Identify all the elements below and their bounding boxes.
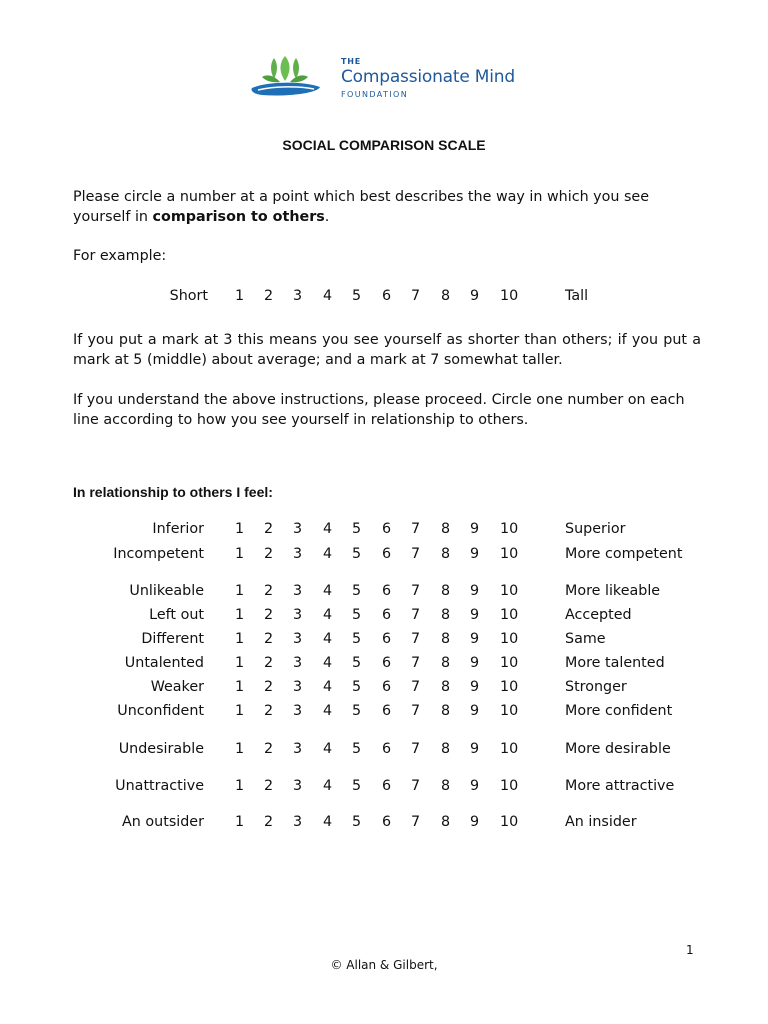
scale-number-option[interactable]: 8 (441, 778, 451, 794)
scale-number-option[interactable]: 6 (382, 703, 392, 719)
page-number: 1 (686, 943, 694, 957)
scale-right-label: More likeable (565, 583, 661, 599)
scale-number-option[interactable]: 3 (293, 631, 303, 647)
scale-number: 7 (411, 288, 421, 304)
scale-number-option[interactable]: 7 (411, 521, 421, 537)
scale-left-label: An outsider (122, 814, 204, 830)
scale-number-option[interactable]: 1 (235, 521, 245, 537)
scale-number-option[interactable]: 8 (441, 703, 451, 719)
section-heading: In relationship to others I feel: (73, 484, 273, 500)
scale-number-option[interactable]: 7 (411, 655, 421, 671)
scale-number-option[interactable]: 7 (411, 703, 421, 719)
scale-number-option[interactable]: 9 (470, 814, 480, 830)
logo-foundation: FOUNDATION (341, 90, 409, 99)
scale-number-option[interactable]: 3 (293, 778, 303, 794)
scale-number-option[interactable]: 8 (441, 631, 451, 647)
scale-number-option[interactable]: 5 (352, 778, 362, 794)
scale-number-option[interactable]: 9 (470, 521, 480, 537)
scale-number-option[interactable]: 1 (235, 546, 245, 562)
scale-number-option[interactable]: 1 (235, 583, 245, 599)
scale-right-label: Superior (565, 521, 626, 537)
scale-number: 6 (382, 288, 392, 304)
scale-number-option[interactable]: 3 (293, 521, 303, 537)
scale-number: 3 (293, 288, 303, 304)
scale-number-option[interactable]: 9 (470, 778, 480, 794)
scale-left-label: Left out (149, 607, 204, 623)
scale-number-option[interactable]: 2 (264, 703, 274, 719)
intro-text-part2: . (324, 209, 330, 225)
logo-line-the: THE (341, 57, 362, 66)
scale-number-option[interactable]: 10 (500, 703, 519, 719)
page-title: SOCIAL COMPARISON SCALE (282, 137, 486, 153)
scale-number-option[interactable]: 4 (323, 778, 333, 794)
scale-number-option[interactable]: 10 (500, 679, 519, 695)
scale-number-option[interactable]: 1 (235, 814, 245, 830)
scale-number-option[interactable]: 6 (382, 814, 392, 830)
scale-number-option[interactable]: 7 (411, 679, 421, 695)
scale-number-option[interactable]: 2 (264, 741, 274, 757)
scale-number-option[interactable]: 4 (323, 607, 333, 623)
scale-right-label: Stronger (565, 679, 627, 695)
scale-number-option[interactable]: 7 (411, 583, 421, 599)
scale-number-option[interactable]: 10 (500, 741, 519, 757)
example-scale-row (0, 288, 768, 308)
scale-number: 5 (352, 288, 362, 304)
scale-left-label: Unconfident (117, 703, 204, 719)
scale-number-option[interactable]: 1 (235, 607, 245, 623)
scale-number-option[interactable]: 7 (411, 631, 421, 647)
scale-number-option[interactable]: 7 (411, 741, 421, 757)
scale-number-option[interactable]: 5 (352, 655, 362, 671)
scale-number-option[interactable]: 3 (293, 741, 303, 757)
scale-left-label: Weaker (150, 679, 204, 695)
scale-number-option[interactable]: 2 (264, 655, 274, 671)
scale-number-option[interactable]: 10 (500, 521, 519, 537)
scale-number-option[interactable]: 3 (293, 607, 303, 623)
proceed-paragraph: If you understand the above instructions, please proceed. Circle one number on each line according to how you see yourself in relationship to others. (73, 392, 685, 428)
scale-left-label: Undesirable (118, 741, 204, 757)
scale-number: 2 (264, 288, 274, 304)
scale-right-label: More competent (565, 546, 683, 562)
scale-number-option[interactable]: 2 (264, 583, 274, 599)
scale-number-option[interactable]: 9 (470, 679, 480, 695)
scale-number-option[interactable]: 6 (382, 607, 392, 623)
scale-number-option[interactable]: 9 (470, 583, 480, 599)
scale-number-option[interactable]: 8 (441, 679, 451, 695)
scale-right-label: More desirable (565, 741, 671, 757)
scale-number-option[interactable]: 8 (441, 741, 451, 757)
scale-left-label: Unattractive (115, 778, 204, 794)
scale-number: 4 (323, 288, 333, 304)
scale-number-option[interactable]: 8 (441, 607, 451, 623)
scale-number-option[interactable]: 1 (235, 655, 245, 671)
scale-left-label: Inferior (152, 521, 204, 537)
lotus-logo-icon (248, 55, 324, 101)
scale-right-label: An insider (565, 814, 637, 830)
scale-number-option[interactable]: 5 (352, 631, 362, 647)
scale-number-option[interactable]: 5 (352, 546, 362, 562)
scale-number-option[interactable]: 10 (500, 814, 519, 830)
scale-number-option[interactable]: 8 (441, 655, 451, 671)
scale-number-option[interactable]: 10 (500, 583, 519, 599)
scale-number-option[interactable]: 3 (293, 814, 303, 830)
scale-number-option[interactable]: 6 (382, 655, 392, 671)
scale-number-option[interactable]: 1 (235, 631, 245, 647)
intro-bold-text: comparison to others (152, 209, 325, 225)
scale-number-option[interactable]: 2 (264, 679, 274, 695)
scale-left-label: Different (141, 631, 204, 647)
scale-number-option[interactable]: 6 (382, 741, 392, 757)
scale-right-label: More attractive (565, 778, 675, 794)
scale-number-option[interactable]: 4 (323, 679, 333, 695)
scale-number-option[interactable]: 9 (470, 655, 480, 671)
scale-number-option[interactable]: 1 (235, 778, 245, 794)
scale-number-option[interactable]: 10 (500, 607, 519, 623)
scale-number-option[interactable]: 4 (323, 546, 333, 562)
scale-number-option[interactable]: 4 (323, 521, 333, 537)
scale-number-option[interactable]: 2 (264, 814, 274, 830)
scale-number-option[interactable]: 2 (264, 521, 274, 537)
scale-number-option[interactable]: 4 (323, 814, 333, 830)
copyright-footer: © Allan & Gilbert, (330, 958, 438, 972)
scale-number-option[interactable]: 5 (352, 703, 362, 719)
intro-paragraph (73, 187, 701, 227)
scale-number-option[interactable]: 3 (293, 583, 303, 599)
scale-number-option[interactable]: 5 (352, 521, 362, 537)
scale-number-option[interactable]: 5 (352, 814, 362, 830)
example-label: For example: (73, 248, 167, 264)
scale-number-option[interactable]: 5 (352, 607, 362, 623)
scale-number-option[interactable]: 10 (500, 655, 519, 671)
scale-number-option[interactable]: 1 (235, 703, 245, 719)
scale-number-option[interactable]: 3 (293, 703, 303, 719)
scale-number-option[interactable]: 5 (352, 583, 362, 599)
scale-number-option[interactable]: 6 (382, 679, 392, 695)
scale-number-option[interactable]: 4 (323, 741, 333, 757)
scale-number-option[interactable]: 1 (235, 741, 245, 757)
foundation-logo (248, 55, 528, 105)
scale-number-option[interactable]: 2 (264, 778, 274, 794)
scale-left-label: Incompetent (113, 546, 204, 562)
scale-number-option[interactable]: 4 (323, 631, 333, 647)
example-left-label: Short (169, 288, 208, 304)
scale-number-option[interactable]: 7 (411, 814, 421, 830)
scale-number-option[interactable]: 9 (470, 741, 480, 757)
scale-number-option[interactable]: 5 (352, 679, 362, 695)
scale-left-label: Unlikeable (129, 583, 204, 599)
explanation-paragraph: If you put a mark at 3 this means you see yourself as shorter than others; if you put a mark at 5 (middle) about average; and a mark at 7 somewhat taller. (73, 332, 701, 368)
scale-number-option[interactable]: 2 (264, 607, 274, 623)
scale-number-option[interactable]: 10 (500, 546, 519, 562)
scale-number-option[interactable]: 2 (264, 546, 274, 562)
example-right-label: Tall (565, 288, 589, 304)
scale-number-option[interactable]: 6 (382, 521, 392, 537)
scale-number-option[interactable]: 9 (470, 546, 480, 562)
scale-number-option[interactable]: 9 (470, 631, 480, 647)
scale-number-option[interactable]: 5 (352, 741, 362, 757)
scale-number-option[interactable]: 7 (411, 778, 421, 794)
scale-number: 1 (235, 288, 245, 304)
scale-number-option[interactable]: 10 (500, 631, 519, 647)
scale-right-label: Accepted (565, 607, 632, 623)
scale-number-option[interactable]: 3 (293, 679, 303, 695)
scale-number-option[interactable]: 8 (441, 814, 451, 830)
scale-right-label: Same (565, 631, 606, 647)
scale-number-option[interactable]: 7 (411, 546, 421, 562)
scale-number-option[interactable]: 4 (323, 655, 333, 671)
scale-number-option[interactable]: 1 (235, 679, 245, 695)
scale-number-option[interactable]: 6 (382, 631, 392, 647)
scale-number: 9 (470, 288, 480, 304)
scale-number-option[interactable]: 2 (264, 631, 274, 647)
scale-number: 8 (441, 288, 451, 304)
scale-right-label: More talented (565, 655, 665, 671)
scale-number-option[interactable]: 8 (441, 521, 451, 537)
scale-number-option[interactable]: 8 (441, 583, 451, 599)
scale-number-option[interactable]: 9 (470, 703, 480, 719)
scale-number-option[interactable]: 4 (323, 583, 333, 599)
scale-number-option[interactable]: 9 (470, 607, 480, 623)
scale-number-option[interactable]: 6 (382, 546, 392, 562)
scale-number-option[interactable]: 6 (382, 778, 392, 794)
intro-text-part1: Please circle a number at a point which best describes the way in which you see yourself in (73, 189, 650, 225)
scale-number-option[interactable]: 7 (411, 607, 421, 623)
scale-number-option[interactable]: 3 (293, 546, 303, 562)
logo-name: Compassionate Mind (341, 67, 515, 87)
scale-left-label: Untalented (124, 655, 204, 671)
scale-right-label: More confident (565, 703, 673, 719)
scale-number-option[interactable]: 3 (293, 655, 303, 671)
scale-number-option[interactable]: 8 (441, 546, 451, 562)
scale-number: 10 (500, 288, 519, 304)
scale-number-option[interactable]: 6 (382, 583, 392, 599)
scale-number-option[interactable]: 10 (500, 778, 519, 794)
scale-number-option[interactable]: 4 (323, 703, 333, 719)
